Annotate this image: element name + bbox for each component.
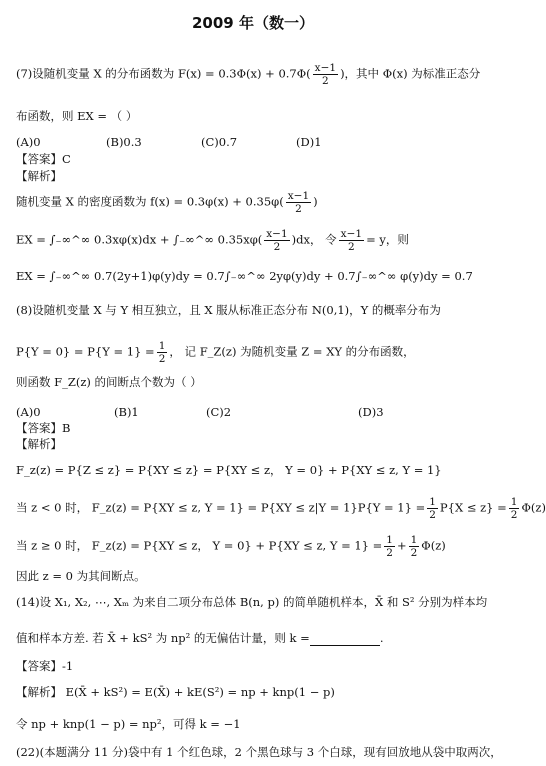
q14-stem2-part2: .: [379, 631, 384, 645]
q8-sol3-frac2-num: 1: [410, 534, 418, 546]
q7-stem-line1: [16, 62, 480, 87]
q7-option-c: (C)0.7: [201, 135, 238, 149]
q8-option-a: (A)0: [16, 405, 41, 419]
q8-sol2-frac2-den: 2: [510, 509, 518, 521]
q8-sol2-part3: Φ(z): [521, 500, 546, 515]
q8-stem2-fraction: [157, 340, 168, 365]
q7-sol1-part1: 随机变量 X 的密度函数为 f(x) = 0.3φ(x) + 0.35φ(: [16, 194, 284, 209]
q8-sol2-part1: 当 z < 0 时， F_z(z) = P{XY ≤ z, Y = 1} = P{XY ≤ z|Y = 1}P{Y = 1} =: [16, 500, 426, 515]
q8-sol3-part2: +: [396, 538, 407, 553]
q8-options: [16, 404, 384, 420]
q8-option-c: (C)2: [206, 405, 232, 419]
q7-options: [16, 134, 322, 150]
q8-stem2-part1: P{Y = 0} = P{Y = 1} =: [16, 344, 155, 359]
q7-analysis-heading: 【解析】: [16, 169, 62, 183]
q7-sol2-part2: )dx， 令: [291, 232, 337, 247]
q14-stem2-part1: 值和样本方差. 若 X̄ + kS² 为 np² 的无偏估计量，则 k =: [16, 631, 310, 645]
q7-sol2-fraction2: [339, 228, 364, 253]
page-title: 2009 年（数一）: [192, 14, 314, 32]
q8-option-d: (D)3: [358, 405, 384, 419]
q7-sol2-fraction: [264, 228, 289, 253]
q22-stem: (22)(本题满分 11 分)袋中有 1 个红色球，2 个黑色球与 3 个白球，现有回放地从袋中取两次，: [16, 745, 502, 759]
q7-fraction: [313, 62, 338, 87]
q7-sol2-frac2-den: 2: [348, 241, 355, 253]
q7-sol2-frac-num: x−1: [266, 228, 288, 240]
q7-stem-part2: )，其中 Φ(x) 为标准正态分: [340, 66, 481, 81]
q7-sol1-part2: ): [313, 194, 318, 209]
q8-analysis-heading: 【解析】: [16, 437, 62, 451]
q8-sol3-frac-num: 1: [386, 534, 393, 546]
q8-sol2-fraction: [427, 496, 438, 521]
q8-solution-line2: [16, 496, 546, 521]
q8-solution-line3: [16, 534, 446, 559]
q7-stem-part1: (7)设随机变量 X 的分布函数为 F(x) = 0.3Φ(x) + 0.7Φ(: [16, 66, 311, 81]
q8-sol2-fraction2: [509, 496, 520, 521]
q14-stem-line1: (14)设 X₁, X₂, ⋯, Xₘ 为来自二项分布总体 B(n, p) 的简单随机样本，X̄ 和 S² 分别为样本均: [16, 595, 488, 609]
q7-frac-denominator: 2: [322, 75, 329, 87]
q7-frac-numerator: x−1: [314, 62, 337, 74]
q7-solution-line2: [16, 228, 409, 253]
q8-option-b: (B)1: [114, 405, 139, 419]
q14-answer-blank: [310, 645, 380, 646]
q14-stem-line2: [16, 630, 383, 646]
q7-stem-line2: 布函数，则 EX = （ ）: [16, 109, 138, 123]
q8-stem-line1: (8)设随机变量 X 与 Y 相互独立，且 X 服从标准正态分布 N(0,1)，Y 的概率分布为: [16, 303, 441, 317]
q7-option-b: (B)0.3: [106, 135, 142, 149]
q7-answer: 【答案】C: [16, 152, 71, 166]
q8-sol2-part2: P{X ≤ z} =: [439, 500, 507, 515]
q8-sol3-part3: Φ(z): [421, 538, 446, 553]
q7-sol2-part1: EX = ∫₋∞^∞ 0.3xφ(x)dx + ∫₋∞^∞ 0.35xφ(: [16, 232, 263, 247]
q8-stem2-frac-num: 1: [158, 340, 166, 352]
q8-sol3-fraction: [384, 534, 395, 559]
q8-stem-line2: [16, 340, 415, 365]
q7-solution-line3: EX = ∫₋∞^∞ 0.7(2y+1)φ(y)dy = 0.7∫₋∞^∞ 2yφ(y)dy + 0.7∫₋∞^∞ φ(y)dy = 0.7: [16, 269, 473, 283]
q7-option-d: (D)1: [296, 135, 322, 149]
q7-sol1-frac-num: x−1: [287, 190, 310, 202]
q8-sol3-frac2-den: 2: [410, 547, 418, 559]
q8-stem2-part2: ， 记 F_Z(z) 为随机变量 Z = XY 的分布函数，: [169, 344, 415, 359]
q8-sol2-frac2-num: 1: [510, 496, 518, 508]
q7-option-a: (A)0: [16, 135, 41, 149]
q8-sol3-fraction2: [409, 534, 420, 559]
q14-solution-line1: 【解析】 E(X̄ + kS²) = E(X̄) + kE(S²) = np + knp(1 − p): [16, 685, 335, 699]
q7-sol2-part3: = y，则: [366, 232, 409, 247]
q8-stem-line3: 则函数 F_Z(z) 的间断点个数为（ ）: [16, 375, 202, 389]
q14-answer: 【答案】-1: [16, 659, 74, 673]
q8-sol2-frac-den: 2: [429, 509, 436, 521]
q8-solution-line4: 因此 z = 0 为其间断点。: [16, 569, 146, 583]
q7-sol2-frac-den: 2: [273, 241, 281, 253]
q8-sol3-part1: 当 z ≥ 0 时， F_z(z) = P{XY ≤ z， Y = 0} + P{XY ≤ z, Y = 1} =: [16, 538, 383, 553]
q8-solution-line1: F_z(z) = P{Z ≤ z} = P{XY ≤ z} = P{XY ≤ z， Y = 0} + P{XY ≤ z, Y = 1}: [16, 463, 442, 477]
q8-answer: 【答案】B: [16, 421, 71, 435]
q14-solution-line2: 令 np + knp(1 − p) = np²，可得 k = −1: [16, 717, 241, 731]
q7-sol2-frac2-num: x−1: [340, 228, 363, 240]
q7-solution-line1: [16, 190, 318, 215]
q7-sol1-fraction: [286, 190, 311, 215]
q7-sol1-frac-den: 2: [295, 203, 302, 215]
q8-sol2-frac-num: 1: [429, 496, 436, 508]
q8-stem2-frac-den: 2: [158, 353, 166, 365]
q8-sol3-frac-den: 2: [386, 547, 393, 559]
